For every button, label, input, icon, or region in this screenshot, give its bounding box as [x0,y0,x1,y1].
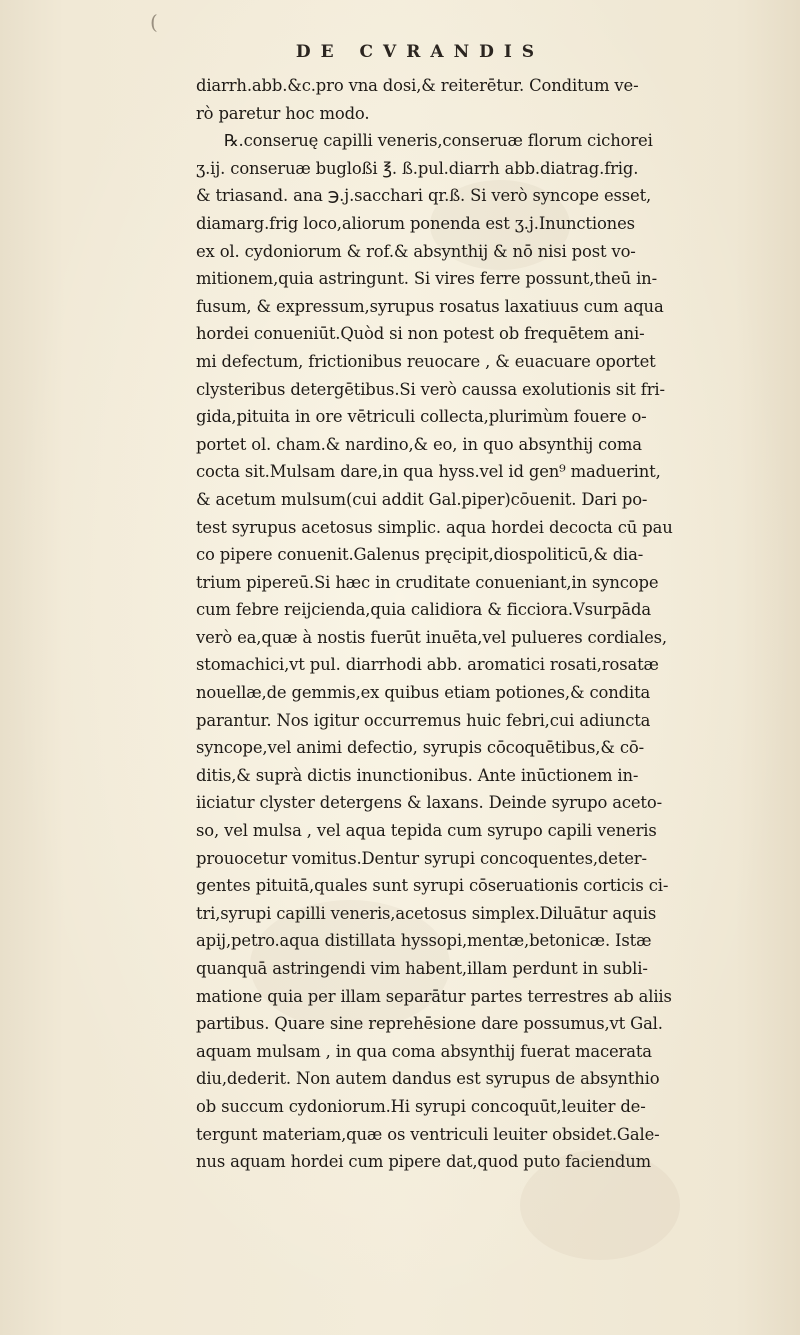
text-line: tergunt materiam,quæ os ventriculi leuiter obsidet.Gale- [196,1124,660,1144]
text-line: clysteribus detergētibus.Si verò caussa exolutionis sit fri- [196,379,665,399]
text-line: & triasand. ana ℈.j.sacchari qr.ß. Si verò syncope esset, [196,186,652,206]
text-line: fusum, & expressum,syrupus rosatus laxatiuus cum aqua [196,296,664,316]
text-line: mitionem,quia astringunt. Si vires ferre possunt,theū in- [196,269,657,289]
text-line: ex ol. cydoniorum & rof.& absynthij & nō nisi post vo- [196,241,636,261]
text-line: parantur. Nos igitur occurremus huic febri,cui adiuncta [196,710,651,730]
text-line: apij,petro.aqua distillata hyssopi,mentæ,betonicæ. Istæ [196,931,652,951]
text-line: & acetum mulsum(cui addit Gal.piper)cōuenit. Dari po- [196,489,648,509]
text-line: ʒ.ij. conseruæ bugloßi ℥. ß.pul.diarrh abb.diatrag.frig. [196,158,639,178]
text-line: gida,pituita in ore vētriculi collecta,plurimùm fouere o- [196,407,647,427]
page-header [0,42,800,62]
text-line: verò ea,quæ à nostis fuerūt inuēta,vel pulueres cordiales, [196,627,667,647]
text-line: iiciatur clyster detergens & laxans. Deinde syrupo aceto- [196,793,662,813]
text-line: trium pipereū.Si hæc in cruditate conueniant,in syncope [196,572,659,592]
text-line: aquam mulsam , in qua coma absynthij fuerat macerata [196,1041,652,1061]
text-line: cum febre reijcienda,quia calidiora & ficciora.Vsurpāda [196,600,651,620]
text-line: diarrh.abb.&c.pro vna dosi,& reiterētur. Conditum ve- [196,76,639,95]
text-line: stomachici,vt pul. diarrhodi abb. aromatici rosati,rosatæ [196,655,659,675]
text-line: test syrupus acetosus simplic. aqua hordei decocta cū pau [196,517,673,537]
text-line: rò paretur hoc modo. [196,103,370,123]
text-line: matione quia per illam separātur partes terrestres ab aliis [196,986,672,1006]
text-line: hordei conueniūt.Quòd si non potest ob frequētem ani- [196,324,645,344]
text-line: cocta sit.Mulsam dare,in qua hyss.vel id gen⁹ maduerint, [196,462,661,482]
running-head: DE CVRANDIS [295,42,545,62]
text-line: diamarg.frig loco,aliorum ponenda est ʒ.j.Inunctiones [196,213,635,233]
text-line: nouellæ,de gemmis,ex quibus etiam potiones,& condita [196,683,651,703]
margin-mark: ( [150,10,158,34]
text-line: so, vel mulsa , vel aqua tepida cum syrupo capili veneris [196,821,657,841]
text-line: syncope,vel animi defectio, syrupis cōcoquētibus,& cō- [196,738,644,758]
text-line: gentes pituitā,quales sunt syrupi cōseruationis corticis ci- [196,876,669,896]
text-line: ℞.conseruę capilli veneris,conseruæ florum cichorei [224,131,653,151]
text-line: co pipere conuenit.Galenus pręcipit,diospoliticū,& dia- [196,545,644,565]
body-text [196,72,788,1176]
text-line: ob succum cydoniorum.Hi syrupi concoquūt,leuiter de- [196,1096,646,1116]
text-line: prouocetur vomitus.Dentur syrupi concoquentes,deter- [196,848,647,868]
text-line: quanquā astringendi vim habent,illam perdunt in subli- [196,959,648,978]
text-line: partibus. Quare sine reprehēsione dare possumus,vt Gal. [196,1014,663,1034]
text-line: diu,dederit. Non autem dandus est syrupus de absynthio [196,1069,660,1089]
text-line: tri,syrupi capilli veneris,acetosus simplex.Diluātur aquis [196,903,657,923]
text-line: nus aquam hordei cum pipere dat,quod puto faciendum [196,1152,651,1172]
text-line: ditis,& suprà dictis inunctionibus. Ante inūctionem in- [196,765,639,785]
text-line: portet ol. cham.& nardino,& eo, in quo absynthij coma [196,434,642,454]
text-line: mi defectum, frictionibus reuocare , & euacuare oportet [196,351,656,371]
